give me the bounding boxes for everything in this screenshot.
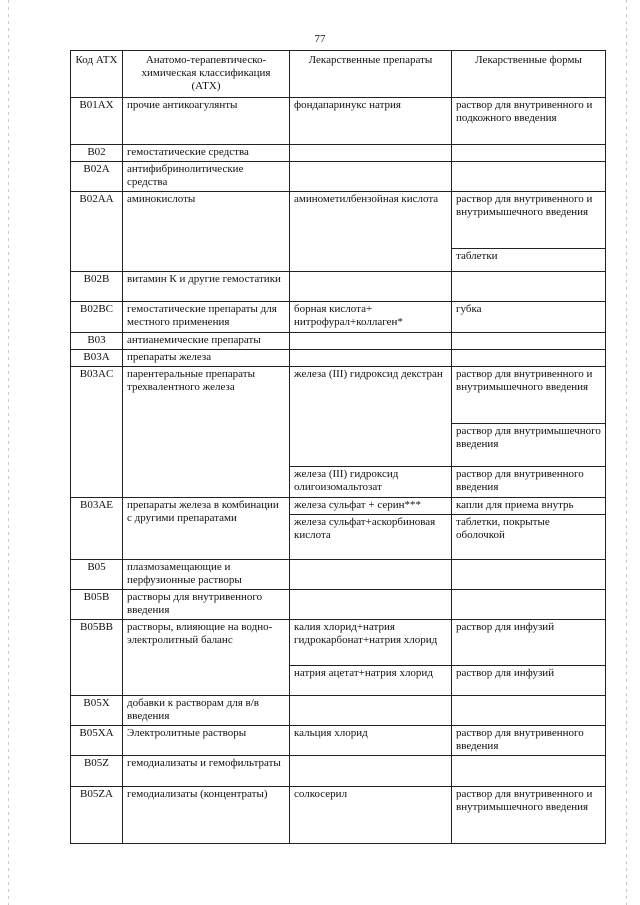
table-row [71, 350, 606, 367]
row-drug [290, 162, 452, 192]
row-form: раствор для внутривенного и внутримышечного введения [452, 367, 606, 424]
table-row [71, 162, 606, 192]
table-row [71, 145, 606, 162]
row-form [452, 350, 606, 367]
row-classification: антифибринолитические средства [123, 162, 290, 192]
row-form [452, 696, 606, 726]
row-code: B05B [71, 590, 123, 620]
row-classification: антианемические препараты [123, 333, 290, 350]
row-form: таблетки, покрытые оболочкой [452, 515, 606, 560]
row-drug [290, 333, 452, 350]
row-classification: гемодиализаты и гемофильтраты [123, 756, 290, 787]
row-form: раствор для внутривенного введения [452, 726, 606, 756]
row-classification: Электролитные растворы [123, 726, 290, 756]
row-drug: солкосерил [290, 787, 452, 844]
table-row [71, 590, 606, 620]
row-drug: аминометилбензойная кислота [290, 192, 452, 272]
row-form: капли для приема внутрь [452, 498, 606, 515]
table-row [71, 787, 606, 844]
row-drug: борная кислота+ нитрофурал+коллаген* [290, 302, 452, 333]
table-row [71, 367, 606, 424]
header-row [71, 51, 606, 98]
table-row [71, 620, 606, 666]
row-code: B05X [71, 696, 123, 726]
table-row [71, 560, 606, 590]
scan-edge-left [8, 0, 9, 905]
row-drug: железа (III) гидроксид олигоизомальтозат [290, 467, 452, 498]
row-drug: железа сульфат + серин*** [290, 498, 452, 515]
row-classification: гемостатические средства [123, 145, 290, 162]
row-code: B01AX [71, 98, 123, 145]
row-drug: фондапаринукс натрия [290, 98, 452, 145]
row-code: B02 [71, 145, 123, 162]
row-form: таблетки [452, 249, 606, 272]
row-form [452, 590, 606, 620]
row-classification: плазмозамещающие и перфузионные растворы [123, 560, 290, 590]
row-form: раствор для инфузий [452, 620, 606, 666]
row-code: B05ZA [71, 787, 123, 844]
row-code: B02AA [71, 192, 123, 272]
row-classification: витамин К и другие гемостатики [123, 272, 290, 302]
row-form [452, 145, 606, 162]
row-form: раствор для внутривенного и подкожного введения [452, 98, 606, 145]
row-drug [290, 590, 452, 620]
row-code: B05Z [71, 756, 123, 787]
table-row [71, 272, 606, 302]
row-code: B03AE [71, 498, 123, 560]
row-form [452, 756, 606, 787]
row-classification: препараты железа [123, 350, 290, 367]
row-drug: натрия ацетат+натрия хлорид [290, 666, 452, 696]
row-classification: растворы, влияющие на водно-электролитный баланс [123, 620, 290, 696]
table-row [71, 192, 606, 249]
row-form: раствор для инфузий [452, 666, 606, 696]
row-classification: гемостатические препараты для местного применения [123, 302, 290, 333]
row-code: B05 [71, 560, 123, 590]
row-code: B02BC [71, 302, 123, 333]
row-form [452, 333, 606, 350]
row-form [452, 272, 606, 302]
header-classification: Анатомо-терапевтическо-химическая классификация (АТХ) [123, 51, 290, 98]
row-code: B03AC [71, 367, 123, 498]
row-drug: железа (III) гидроксид декстран [290, 367, 452, 467]
row-classification: парентеральные препараты трехвалентного железа [123, 367, 290, 498]
table-row [71, 302, 606, 333]
row-code: B05XA [71, 726, 123, 756]
row-drug [290, 696, 452, 726]
table-row [71, 498, 606, 515]
row-classification: прочие антикоагулянты [123, 98, 290, 145]
row-code: B03 [71, 333, 123, 350]
table-row [71, 696, 606, 726]
row-code: B05BB [71, 620, 123, 696]
row-form: раствор для внутривенного и внутримышечного введения [452, 192, 606, 249]
row-classification: аминокислоты [123, 192, 290, 272]
row-code: B03A [71, 350, 123, 367]
row-classification: препараты железа в комбинации с другими препаратами [123, 498, 290, 560]
row-classification: растворы для внутривенного введения [123, 590, 290, 620]
row-form: раствор для внутривенного введения [452, 467, 606, 498]
row-drug [290, 350, 452, 367]
row-form: раствор для внутримышечного введения [452, 424, 606, 467]
row-drug: кальция хлорид [290, 726, 452, 756]
page-number: 77 [314, 33, 326, 45]
row-drug [290, 560, 452, 590]
row-code: B02A [71, 162, 123, 192]
row-form: губка [452, 302, 606, 333]
row-code: B02B [71, 272, 123, 302]
row-form [452, 560, 606, 590]
scan-edge-right [626, 0, 627, 905]
table-row [71, 726, 606, 756]
row-drug [290, 756, 452, 787]
row-drug [290, 145, 452, 162]
header-drugs: Лекарственные препараты [290, 51, 452, 98]
row-drug [290, 272, 452, 302]
header-forms: Лекарственные формы [452, 51, 606, 98]
row-classification: добавки к растворам для в/в введения [123, 696, 290, 726]
row-classification: гемодиализаты (концентраты) [123, 787, 290, 844]
table-row [71, 333, 606, 350]
table-row [71, 98, 606, 145]
atx-table [70, 50, 606, 844]
row-form [452, 162, 606, 192]
table-row [71, 756, 606, 787]
header-code: Код АТХ [71, 51, 123, 98]
row-form: раствор для внутривенного и внутримышечного введения [452, 787, 606, 844]
row-drug: железа сульфат+аскорбиновая кислота [290, 515, 452, 560]
row-drug: калия хлорид+натрия гидрокарбонат+натрия хлорид [290, 620, 452, 666]
